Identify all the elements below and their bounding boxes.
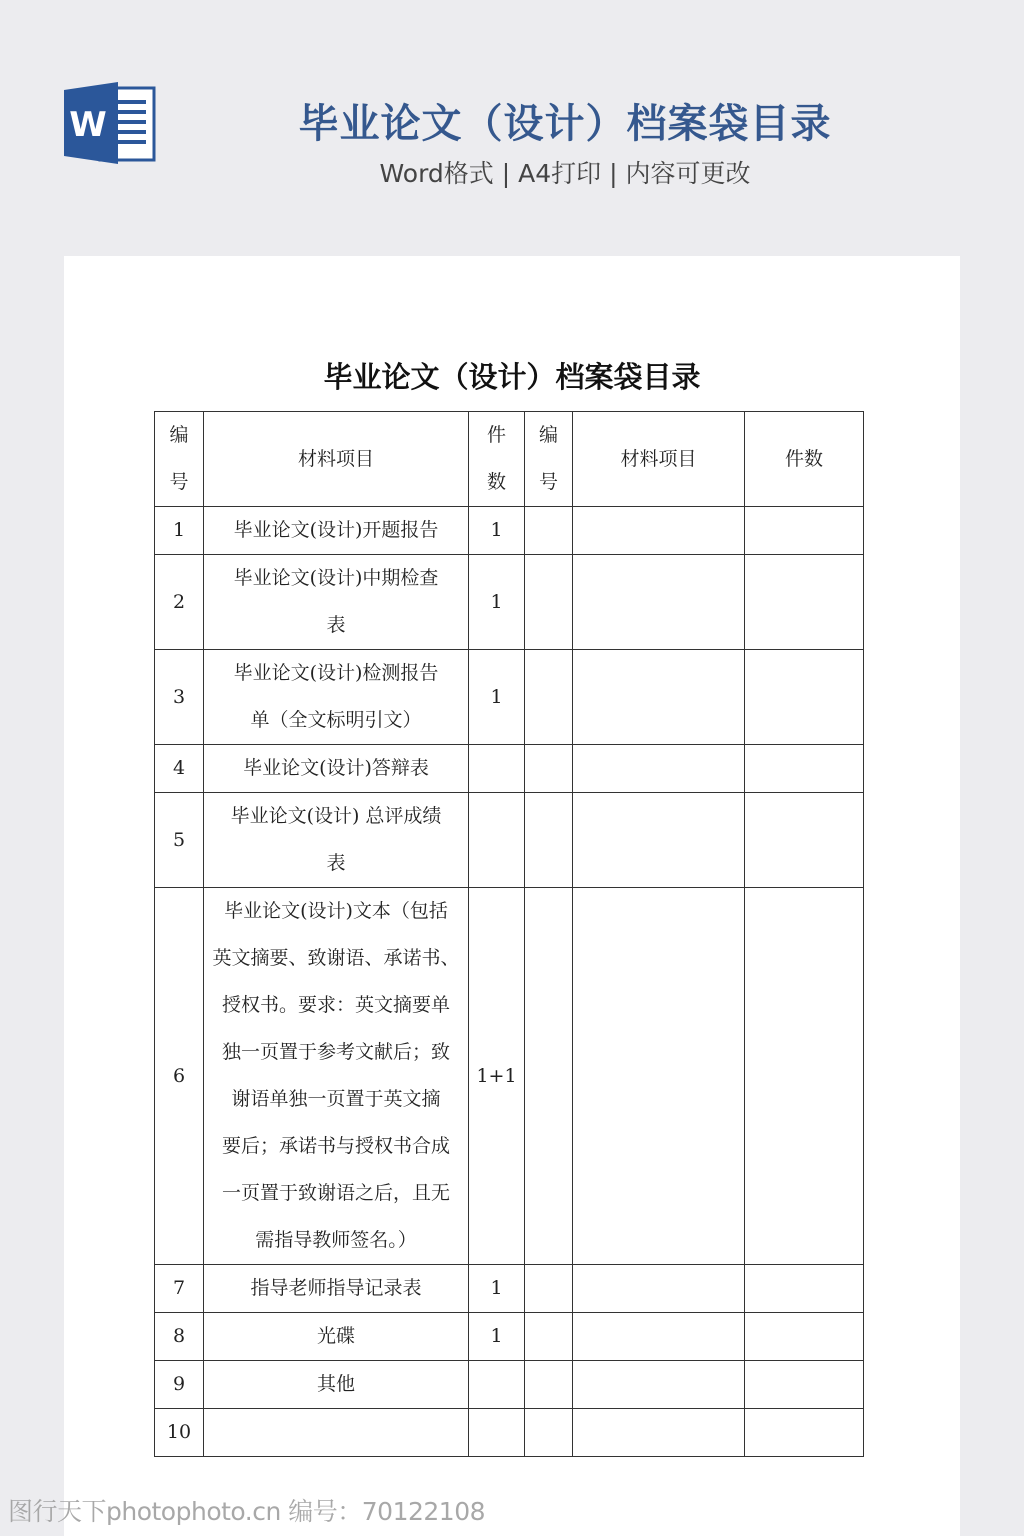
row-item-line: 表 <box>326 852 346 874</box>
row-number: 5 <box>155 793 204 888</box>
row-item <box>204 555 469 650</box>
row-count: 1 <box>469 650 525 745</box>
banner <box>0 0 1024 230</box>
row-item-line: 授权书。要求：英文摘要单 <box>221 994 450 1016</box>
empty-cell <box>525 1313 573 1361</box>
row-item <box>204 1265 469 1313</box>
empty-cell <box>745 1361 864 1409</box>
banner-title: 毕业论文（设计）档案袋目录 <box>298 101 832 147</box>
banner-subtitle: Word格式 | A4打印 | 内容可更改 <box>379 159 751 188</box>
catalog-table <box>154 411 864 1457</box>
row-count <box>469 793 525 888</box>
empty-cell <box>573 650 745 745</box>
row-count <box>469 1409 525 1457</box>
table-header-row <box>155 412 864 507</box>
row-count: 1 <box>469 555 525 650</box>
empty-cell <box>525 1265 573 1313</box>
row-count: 1 <box>469 1313 525 1361</box>
row-count: 1 <box>469 1265 525 1313</box>
row-item-line: 毕业论文(设计) 总评成绩 <box>230 805 442 827</box>
row-item <box>204 745 469 793</box>
row-count <box>469 1361 525 1409</box>
empty-cell <box>573 745 745 793</box>
logo-letter: W <box>69 105 107 145</box>
row-item-line: 毕业论文(设计)文本（包括 <box>224 900 448 922</box>
header-number: 编 号 <box>155 412 204 507</box>
empty-cell <box>525 555 573 650</box>
header-item: 材料项目 <box>204 412 469 507</box>
row-item-line: 需指导教师签名。） <box>255 1229 417 1251</box>
header-count-2: 件数 <box>745 412 864 507</box>
row-number: 6 <box>155 888 204 1265</box>
row-item-line: 英文摘要、致谢语、承诺书、 <box>212 947 460 969</box>
empty-cell <box>573 1265 745 1313</box>
empty-cell <box>573 507 745 555</box>
empty-cell <box>525 1361 573 1409</box>
empty-cell <box>573 555 745 650</box>
row-number: 10 <box>155 1409 204 1457</box>
watermark: 图行天下photophoto.cn 编号：70122108 <box>8 1497 486 1526</box>
row-item-line: 毕业论文(设计)检测报告 <box>233 662 439 684</box>
table-row <box>155 1361 864 1409</box>
row-item <box>204 1313 469 1361</box>
empty-cell <box>745 1265 864 1313</box>
table-row <box>155 555 864 650</box>
row-item <box>204 1409 469 1457</box>
row-item-line: 独一页置于参考文献后；致 <box>221 1041 450 1063</box>
empty-cell <box>573 793 745 888</box>
row-item-line: 要后；承诺书与授权书合成 <box>221 1135 450 1157</box>
row-item <box>204 1361 469 1409</box>
row-number: 8 <box>155 1313 204 1361</box>
row-item <box>204 507 469 555</box>
row-item-line: 毕业论文(设计)答辩表 <box>243 757 429 779</box>
row-number: 7 <box>155 1265 204 1313</box>
table-row <box>155 888 864 1265</box>
table-row <box>155 1313 864 1361</box>
row-item <box>204 888 469 1265</box>
empty-cell <box>525 1409 573 1457</box>
table-row <box>155 745 864 793</box>
row-number: 3 <box>155 650 204 745</box>
empty-cell <box>525 888 573 1265</box>
row-count: 1+1 <box>469 888 525 1265</box>
table-body <box>155 507 864 1457</box>
row-item <box>204 793 469 888</box>
row-number: 2 <box>155 555 204 650</box>
empty-cell <box>525 507 573 555</box>
empty-cell <box>573 1409 745 1457</box>
empty-cell <box>745 1313 864 1361</box>
row-item-line: 光碟 <box>316 1325 355 1347</box>
header-number-2: 编 号 <box>525 412 573 507</box>
empty-cell <box>745 888 864 1265</box>
empty-cell <box>525 650 573 745</box>
table-row <box>155 507 864 555</box>
row-item-line: 一页置于致谢语之后，且无 <box>221 1182 450 1204</box>
empty-cell <box>745 793 864 888</box>
empty-cell <box>573 888 745 1265</box>
row-number: 4 <box>155 745 204 793</box>
header-item-2: 材料项目 <box>573 412 745 507</box>
row-item-line: 其他 <box>316 1373 355 1395</box>
row-item-line: 单（全文标明引文） <box>250 709 422 731</box>
row-count: 1 <box>469 507 525 555</box>
row-number: 1 <box>155 507 204 555</box>
header-count: 件 数 <box>469 412 525 507</box>
empty-cell <box>525 793 573 888</box>
empty-cell <box>745 507 864 555</box>
row-item <box>204 650 469 745</box>
row-number: 9 <box>155 1361 204 1409</box>
empty-cell <box>745 650 864 745</box>
empty-cell <box>745 745 864 793</box>
table-row <box>155 1409 864 1457</box>
row-item-line: 谢语单独一页置于英文摘 <box>231 1088 441 1110</box>
row-item-line: 毕业论文(设计)中期检查 <box>233 567 439 589</box>
document-title: 毕业论文（设计）档案袋目录 <box>323 360 701 394</box>
empty-cell <box>745 1409 864 1457</box>
row-count <box>469 745 525 793</box>
empty-cell <box>525 745 573 793</box>
row-item-line: 毕业论文(设计)开题报告 <box>233 519 439 541</box>
table-row <box>155 793 864 888</box>
row-item-line: 表 <box>326 614 346 636</box>
row-item-line: 指导老师指导记录表 <box>250 1277 422 1299</box>
empty-cell <box>573 1361 745 1409</box>
word-logo-icon <box>64 82 156 164</box>
empty-cell <box>573 1313 745 1361</box>
table-row <box>155 1265 864 1313</box>
empty-cell <box>745 555 864 650</box>
table-row <box>155 650 864 745</box>
